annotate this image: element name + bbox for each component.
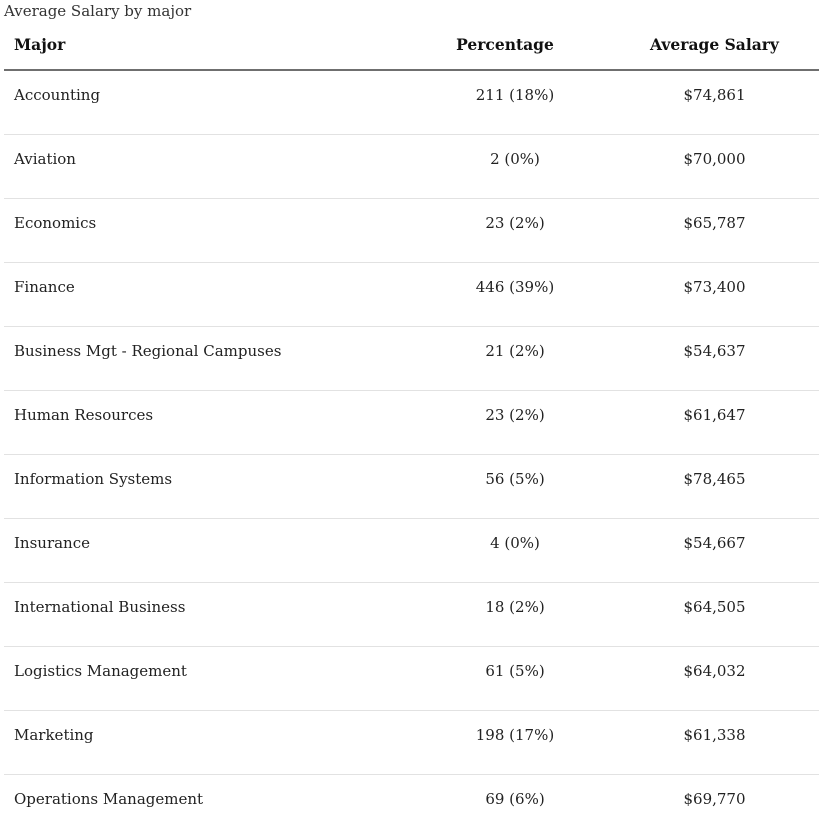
cell-percentage: 69 (6%) (485, 789, 545, 808)
cell-major: Finance (4, 262, 390, 326)
table-row (4, 582, 819, 646)
cell-major: Operations Management (14, 789, 204, 808)
cell-average-salary: $73,400 (640, 262, 819, 326)
cell-major: Logistics Management (4, 646, 390, 710)
cell-percentage: 23 (2%) (390, 390, 640, 454)
header-row (4, 22, 819, 70)
cell-major: Information Systems (4, 454, 390, 518)
table-row (4, 70, 819, 134)
table-row (4, 454, 819, 518)
table-row (4, 390, 819, 454)
cell-average-salary: $78,465 (640, 454, 819, 518)
table-row (4, 198, 819, 262)
cell-major: Business Mgt - Regional Campuses (4, 326, 390, 390)
cell-major: International Business (4, 582, 390, 646)
cell-average-salary: $69,770 (683, 789, 746, 808)
cell-percentage: 198 (17%) (390, 710, 640, 774)
cell-average-salary: $61,647 (640, 390, 819, 454)
cell-average-salary: $64,505 (640, 582, 819, 646)
column-header-percentage: Percentage (390, 22, 640, 70)
cell-major: Aviation (4, 134, 390, 198)
cell-percentage: 21 (2%) (390, 326, 640, 390)
table-row (4, 326, 819, 390)
cell-major: Insurance (4, 518, 390, 582)
table-caption: Average Salary by major (4, 2, 192, 20)
column-header-major: Major (4, 22, 390, 70)
cell-percentage: 61 (5%) (390, 646, 640, 710)
cell-major: Accounting (4, 70, 390, 134)
cell-percentage: 4 (0%) (390, 518, 640, 582)
cell-major: Human Resources (4, 390, 390, 454)
cell-major: Marketing (4, 710, 390, 774)
cell-percentage: 211 (18%) (390, 70, 640, 134)
table-body (4, 70, 819, 838)
column-header-average-salary: Average Salary (640, 22, 819, 70)
table-row (4, 262, 819, 326)
table-header (4, 22, 819, 70)
table-row (4, 774, 819, 838)
cell-percentage: 56 (5%) (390, 454, 640, 518)
cell-major: Economics (4, 198, 390, 262)
cell-average-salary: $65,787 (640, 198, 819, 262)
table-row (4, 646, 819, 710)
cell-average-salary: $64,032 (640, 646, 819, 710)
cell-average-salary: $70,000 (640, 134, 819, 198)
salary-table (4, 22, 819, 838)
table-row (4, 518, 819, 582)
cell-percentage: 2 (0%) (390, 134, 640, 198)
cell-average-salary: $74,861 (640, 70, 819, 134)
cell-average-salary: $54,637 (640, 326, 819, 390)
cell-average-salary: $54,667 (640, 518, 819, 582)
cell-percentage: 18 (2%) (390, 582, 640, 646)
cell-percentage: 446 (39%) (390, 262, 640, 326)
cell-average-salary: $61,338 (640, 710, 819, 774)
table-row (4, 710, 819, 774)
table-row (4, 134, 819, 198)
cell-percentage: 23 (2%) (390, 198, 640, 262)
